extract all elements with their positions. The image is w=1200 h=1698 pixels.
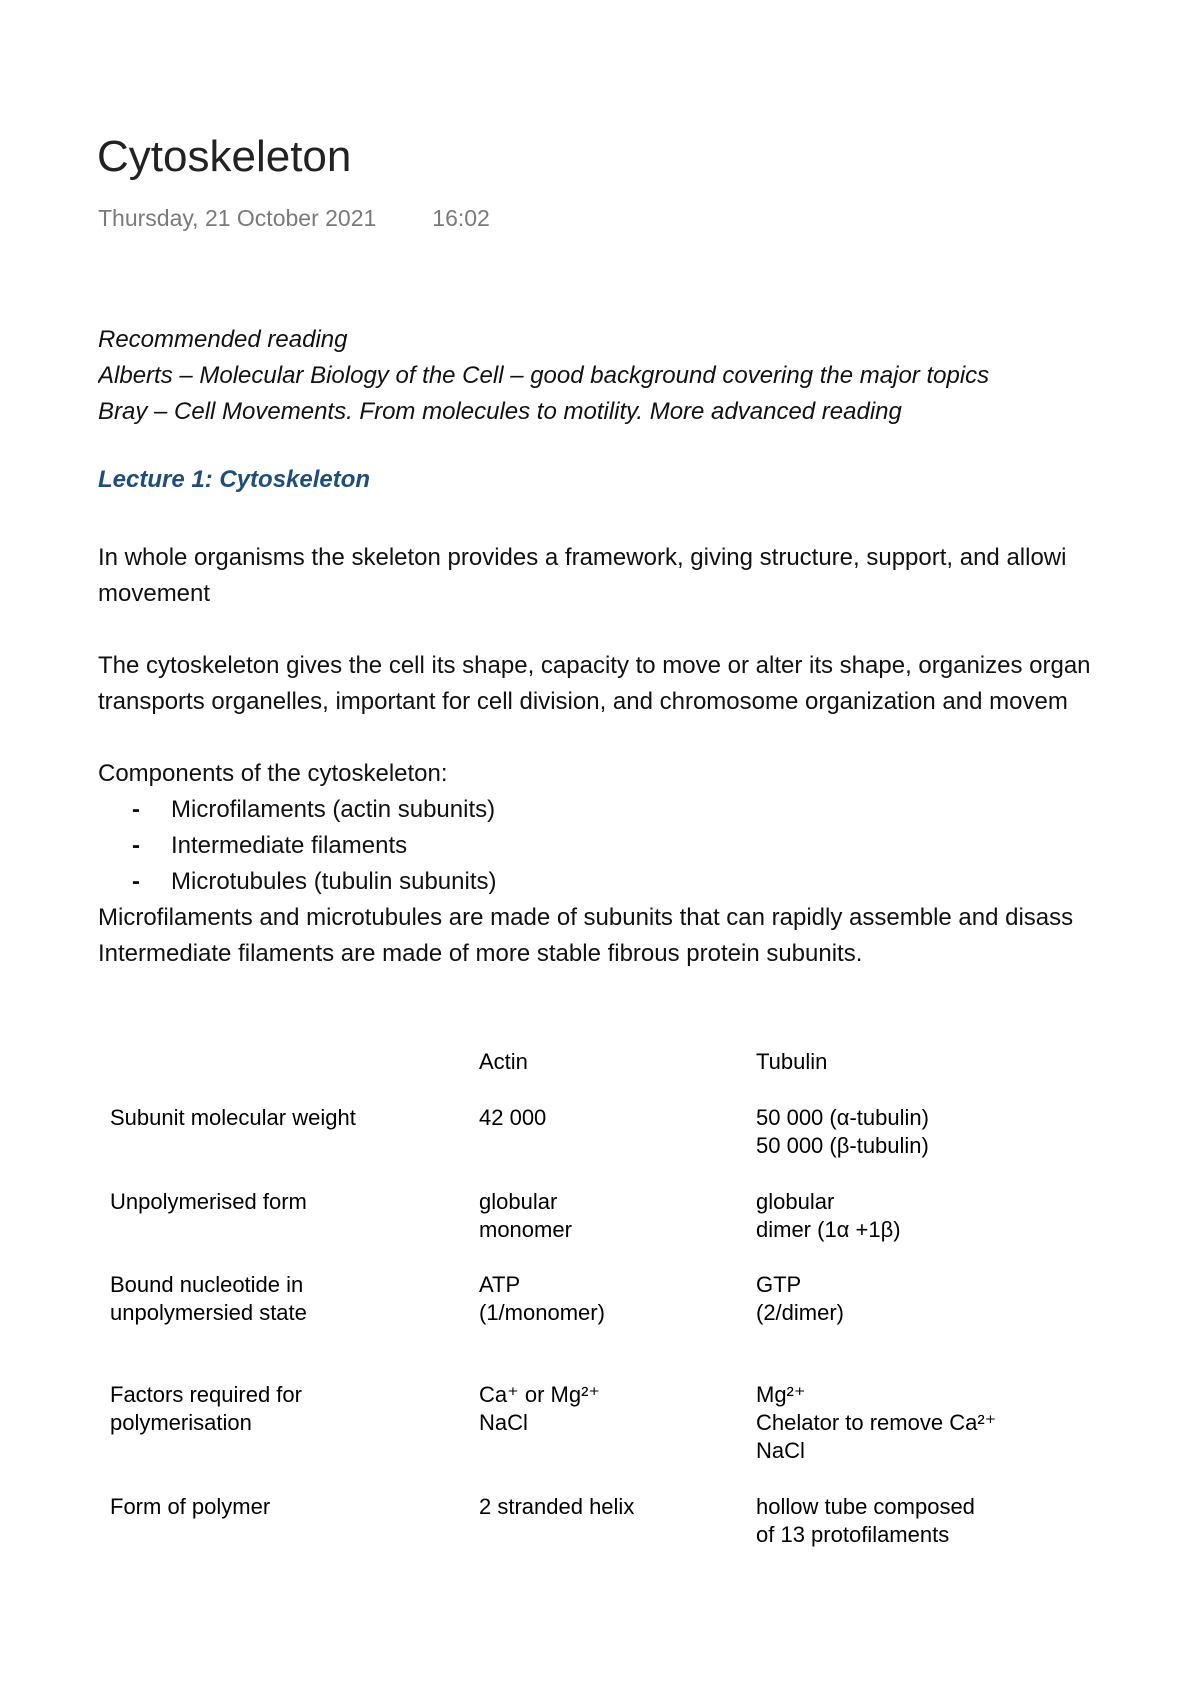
actin-cell: ATP (1/monomer) (479, 1272, 605, 1325)
components-section (98, 756, 1200, 972)
reading-item: Bray – Cell Movements. From molecules to motility. More advanced reading (98, 398, 902, 425)
tubulin-cell: GTP (2/dimer) (756, 1272, 845, 1325)
tubulin-cell: hollow tube composed of 13 protofilaments (756, 1494, 975, 1547)
column-header-tubulin: Tubulin (756, 1049, 828, 1074)
summary-line: Intermediate filaments are made of more stable fibrous protein subunits. (98, 940, 863, 967)
tubulin-cell: Mg²⁺ Chelator to remove Ca²⁺ NaCl (756, 1382, 997, 1463)
intro-paragraph (98, 540, 1200, 612)
paragraph-line: The cytoskeleton gives the cell its shape, capacity to move or alter its shape, organizes organ (98, 652, 1091, 679)
paragraph-line: transports organelles, important for cell division, and chromosome organization and movem (98, 688, 1068, 715)
bullet-dash: - (132, 832, 140, 859)
tubulin-cell: 50 000 (α-tubulin) 50 000 (β-tubulin) (756, 1105, 929, 1158)
page-date: Thursday, 21 October 2021 (98, 205, 377, 231)
reading-item: Alberts – Molecular Biology of the Cell – good background covering the major topics (98, 362, 990, 389)
row-label: Form of polymer (110, 1494, 271, 1519)
reading-label: Recommended reading (98, 326, 348, 353)
paragraph-line: movement (98, 580, 211, 607)
components-list (98, 792, 1200, 900)
actin-cell: globular monomer (479, 1189, 572, 1242)
lecture-heading: Lecture 1: Cytoskeleton (98, 466, 371, 493)
actin-cell: 2 stranded helix (479, 1494, 635, 1519)
summary-line: Microfilaments and microtubules are made of subunits that can rapidly assemble and disass (98, 904, 1074, 931)
list-item (98, 792, 1200, 828)
row-label: Subunit molecular weight (110, 1105, 356, 1130)
bullet-dash: - (132, 796, 140, 823)
list-item-label: Microtubules (tubulin subunits) (171, 868, 497, 895)
actin-cell: Ca⁺ or Mg²⁺ NaCl (479, 1382, 601, 1435)
row-label: Bound nucleotide in unpolymersied state (110, 1272, 307, 1325)
list-item (98, 828, 1200, 864)
column-header-actin: Actin (479, 1049, 528, 1074)
bullet-dash: - (132, 868, 140, 895)
row-label: Factors required for polymerisation (110, 1382, 302, 1435)
list-item-label: Microfilaments (actin subunits) (171, 796, 496, 823)
list-item-label: Intermediate filaments (171, 832, 408, 859)
page-time: 16:02 (432, 205, 490, 231)
list-item (98, 864, 1200, 900)
tubulin-cell: globular dimer (1α +1β) (756, 1189, 901, 1242)
actin-cell: 42 000 (479, 1105, 547, 1130)
components-label: Components of the cytoskeleton: (98, 760, 448, 787)
page-title: Cytoskeleton (97, 132, 352, 181)
row-label: Unpolymerised form (110, 1189, 307, 1214)
page-timestamp (98, 205, 490, 232)
cytoskeleton-paragraph (98, 648, 1200, 720)
recommended-reading (98, 322, 1200, 430)
paragraph-line: In whole organisms the skeleton provides a framework, giving structure, support, and allowi (98, 544, 1067, 571)
